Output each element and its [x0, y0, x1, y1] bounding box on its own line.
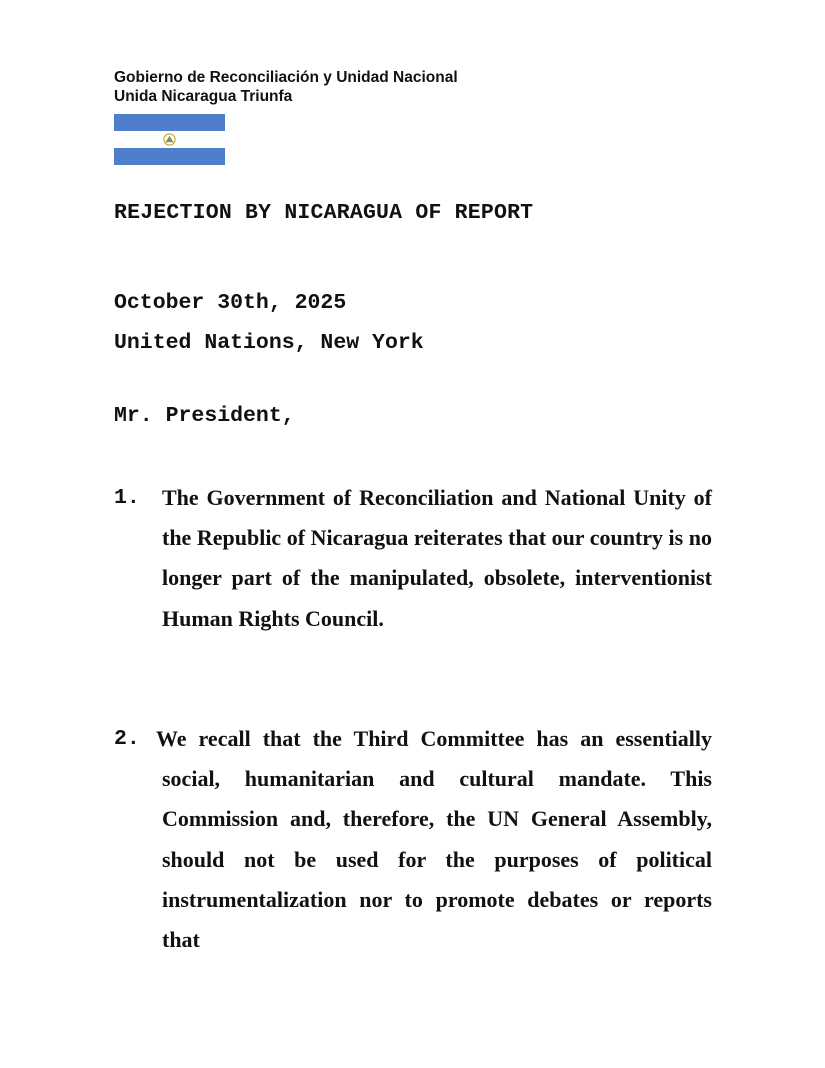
document-meta: [114, 283, 424, 363]
letterhead-slogan: Unida Nicaragua Triunfa: [114, 88, 293, 105]
document-title: REJECTION BY NICARAGUA OF REPORT: [114, 201, 534, 225]
paragraph: [114, 719, 712, 960]
paragraph: [114, 478, 712, 639]
document-location: United Nations, New York: [114, 331, 424, 355]
nicaragua-flag-icon: [114, 114, 225, 165]
letterhead: [114, 68, 458, 106]
paragraph-number: 1.: [114, 486, 140, 510]
paragraph-number: 2.: [114, 727, 140, 751]
document-date: October 30th, 2025: [114, 291, 347, 315]
letterhead-government-name: Gobierno de Reconciliación y Unidad Nacional: [114, 69, 458, 86]
paragraph-text: We recall that the Third Committee has an essentially social, humanitarian and cultural mandate. This Commission and, therefore, the UN General Assembly, should not be used for the purposes of political instrumentalization nor to promote debates or reports that: [156, 726, 712, 953]
salutation: Mr. President,: [114, 404, 295, 428]
paragraph-text: The Government of Reconciliation and National Unity of the Republic of Nicaragua reiterates that our country is no longer part of the manipulated, obsolete, interventionist Human Rights Council.: [162, 485, 712, 631]
